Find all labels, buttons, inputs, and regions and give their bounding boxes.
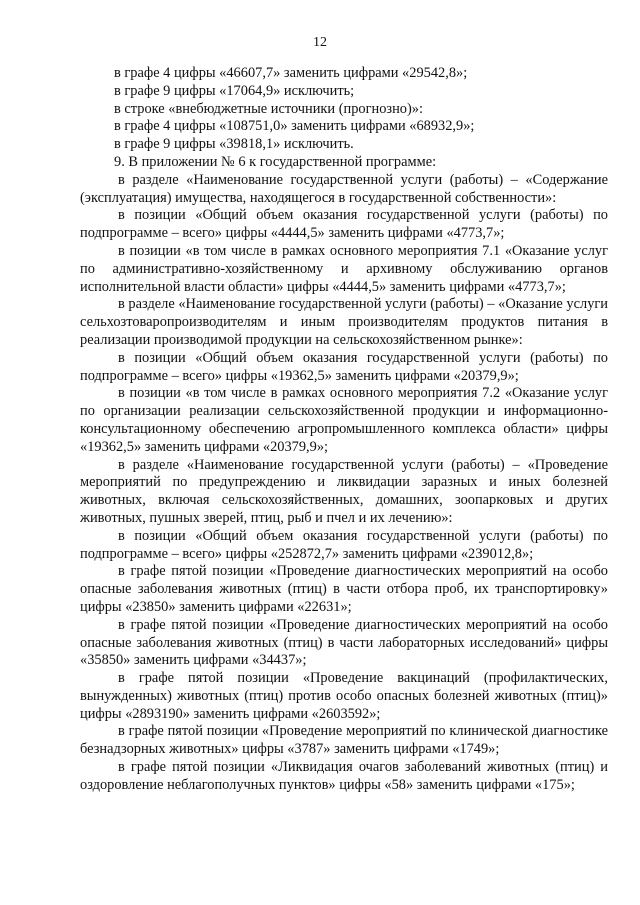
paragraph-14: в позиции «Общий объем оказания государственной услуги (работы) по подпрограмме – всего» цифры «252872,7» заменить цифрами «239012,8»; — [80, 527, 608, 562]
paragraph-17: в графе пятой позиции «Проведение вакцинаций (профилактических, вынужденных) животных (птиц) против особо опасных болезней животных (птиц)» цифры «2893190» заменить цифрами «2603592»; — [80, 670, 608, 722]
paragraph-19: в графе пятой позиции «Ликвидация очагов заболеваний животных (птиц) и оздоровление неблагополучных пунктов» цифры «58» заменить цифрами «175»; — [80, 759, 608, 793]
paragraph-15: в графе пятой позиции «Проведение диагностических мероприятий на особо опасные заболевания животных (птиц) в части отбора проб, их транспортировку» цифры «23850» заменить цифрами «22631»; — [80, 563, 608, 615]
paragraph-12: в позиции «в том числе в рамках основного мероприятия 7.2 «Оказание услуг по организации реализации сельскохозяйственной продукции и информационно-консультационному обеспечению агропромышленного комплекса области» цифры «19362,5» заменить цифрами «20379,9»; — [80, 385, 608, 455]
paragraph-6: 9. В приложении № 6 к государственной программе: — [114, 153, 437, 170]
paragraph-13: в разделе «Наименование государственной услуги (работы) – «Проведение мероприятий по предупреждению и ликвидации заразных и иных болезней животных, включая сельскохозяйственных, домашних, зоопарковых и других животных, пушных зверей, птиц, рыб и пчел и их лечению»: — [80, 456, 608, 526]
page-number: 12 — [313, 35, 327, 50]
paragraph-9: в позиции «в том числе в рамках основного мероприятия 7.1 «Оказание услуг по административно-хозяйственному и архивному обслуживанию органов исполнительной власти области» цифры «4444,5» заменить цифрами «4773,7»; — [80, 242, 608, 295]
paragraph-18: в графе пятой позиции «Проведение мероприятий по клинической диагностике безнадзорных животных» цифры «3787» заменить цифрами «1749»; — [80, 723, 608, 758]
paragraph-10: в разделе «Наименование государственной услуги (работы) – «Оказание услуги сельхозтоваропроизводителям и иным производителям продуктов питания в реализации производимой продукции на сельскохозяйственном рынке»: — [80, 296, 608, 348]
paragraph-1: в графе 4 цифры «46607,7» заменить цифрами «29542,8»; — [114, 65, 468, 81]
paragraph-16: в графе пятой позиции «Проведение диагностических мероприятий на особо опасные заболевания животных (птиц) в части лабораторных исследований» цифры «35850» заменить цифрами «34437»; — [80, 616, 608, 669]
paragraph-4: в графе 4 цифры «108751,0» заменить цифрами «68932,9»; — [114, 118, 475, 135]
paragraph-8: в позиции «Общий объем оказания государственной услуги (работы) по подпрограмме – всего» цифры «4444,5» заменить цифрами «4773,7»; — [80, 207, 608, 242]
paragraph-11: в позиции «Общий объем оказания государственной услуги (работы) по подпрограмме – всего» цифры «19362,5» заменить цифрами «20379,9»; — [80, 349, 608, 384]
paragraph-7: в разделе «Наименование государственной услуги (работы) – «Содержание (эксплуатация) имущества, находящегося в государственной собственности»: — [80, 171, 608, 206]
paragraph-5: в графе 9 цифры «39818,1» исключить. — [114, 136, 354, 153]
paragraph-2: в графе 9 цифры «17064,9» исключить; — [114, 82, 355, 99]
document-body — [80, 65, 608, 795]
paragraph-3: в строке «внебюджетные источники (прогнозно)»: — [114, 100, 423, 117]
